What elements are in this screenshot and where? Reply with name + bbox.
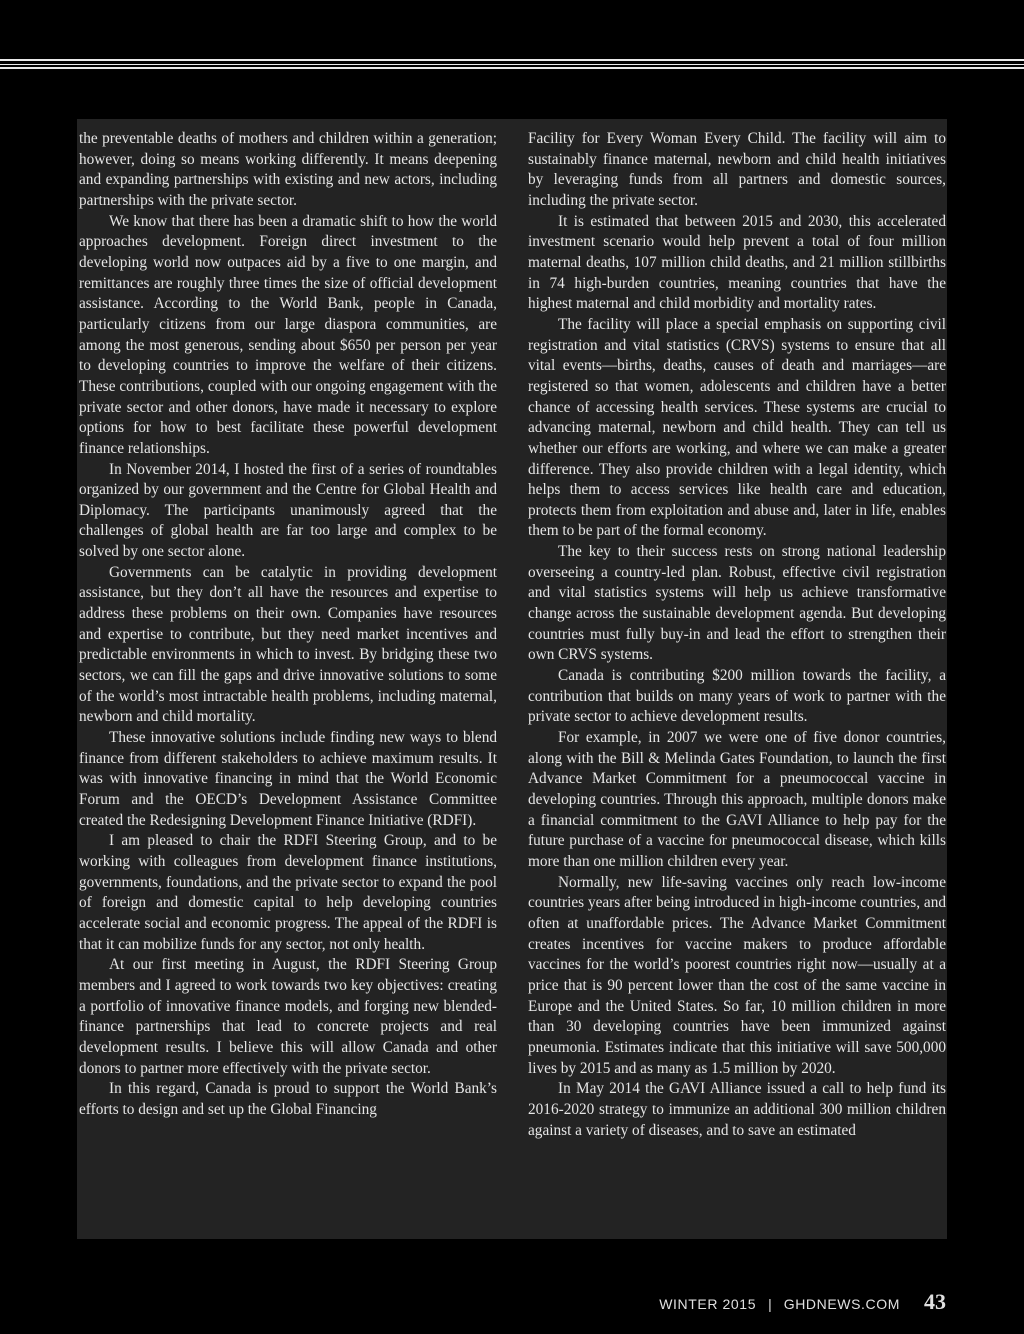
paragraph: The facility will place a special emphasis on supporting civil registration and vital statistics (CRVS) systems to ensure that all vital events—births, deaths, causes of death and marriages—are registered so that women, adolescents and children have a better chance of accessing health services. These systems are crucial to advancing maternal, newborn and child health. They can tell us whether our efforts are working, and where we can make a greater difference. They also provide children with a legal identity, which helps them to access services like health care and education, protects them from exploitation and abuse and, later in life, enables them to be part of the formal economy. — [528, 315, 946, 540]
site-link[interactable]: GHDNEWS.COM — [783, 1296, 900, 1312]
paragraph: It is estimated that between 2015 and 2030, this accelerated investment scenario would help prevent a total of four million maternal deaths, 107 million child deaths, and 21 million stillbirths in 74 high-burden countries, meaning countries that have the highest maternal and child morbidity and mortality rates. — [528, 212, 946, 313]
paragraph: the preventable deaths of mothers and children within a generation; however, doing so means working differently. It means deepening and expanding partnerships with existing and new actors, including partnerships with the private sector. — [79, 130, 497, 209]
footer-separator: | — [768, 1296, 772, 1312]
page-number: 43 — [924, 1289, 946, 1314]
header-rule — [0, 67, 1024, 69]
paragraph: I am pleased to chair the RDFI Steering Group, and to be working with colleagues from development finance institutions, governments, foundations, and the private sector to expand the pool of foreign and domestic capital to help developing countries accelerate social and economic progress. The appeal of the RDFI is that it can mobilize funds for any sector, not only health. — [79, 832, 497, 953]
article-column-left — [79, 129, 497, 1121]
paragraph: In November 2014, I hosted the first of a series of roundtables organized by our government and the Centre for Global Health and Diplomacy. The participants unanimously agreed that the challenges of global health are far too large and complex to be solved by one sector alone. — [79, 460, 497, 561]
issue-label: WINTER 2015 — [659, 1296, 757, 1312]
header-rule — [0, 64, 1024, 65]
page-footer — [659, 1289, 946, 1315]
paragraph: These innovative solutions include finding new ways to blend finance from different stakeholders to achieve maximum results. It was with innovative financing in mind that the World Economic Forum and the OECD’s Development Assistance Committee created the Redesigning Development Finance Initiative (RDFI). — [79, 729, 497, 829]
paragraph: We know that there has been a dramatic shift to how the world approaches development. Foreign direct investment to the developing world now outpaces aid by a five to one margin, and remittances are roughly three times the size of official development assistance. According to the World Bank, people in Canada, particularly citizens from our large diaspora communities, are among the most generous, sending about $650 per person per year to developing countries to improve the welfare of their citizens. These contributions, coupled with our ongoing engagement with the private sector and other donors, have made it necessary to explore options for how to best facilitate these powerful development finance relationships. — [79, 212, 497, 457]
paragraph: In May 2014 the GAVI Alliance issued a call to help fund its 2016-2020 strategy to immunize an additional 300 million children against a variety of diseases, and to save an estimated — [528, 1080, 946, 1139]
paragraph: In this regard, Canada is proud to support the World Bank’s efforts to design and set up the Global Financing — [79, 1080, 497, 1118]
article-column-right — [528, 129, 946, 1141]
paragraph: At our first meeting in August, the RDFI Steering Group members and I agreed to work towards two key objectives: creating a portfolio of innovative finance models, and forging new blended-finance partnerships that lead to concrete projects and real development results. I believe this will allow Canada and other donors to partner more effectively with the private sector. — [79, 956, 497, 1077]
header-rule — [0, 59, 1024, 61]
paragraph: Facility for Every Woman Every Child. The facility will aim to sustainably finance maternal, newborn and child health initiatives by leveraging funds from all partners and domestic sources, including the private sector. — [528, 130, 946, 209]
paragraph: Governments can be catalytic in providing development assistance, but they don’t all have the resources and expertise to address these problems on their own. Companies have resources and expertise to contribute, but they need market incentives and predictable environments in which to invest. By bridging these two sectors, we can fill the gaps and drive innovative solutions to some of the world’s most intractable health problems, including maternal, newborn and child mortality. — [79, 563, 497, 726]
paragraph: Normally, new life-saving vaccines only reach low-income countries years after being introduced in high-income countries, and often at unaffordable prices. The Advance Market Commitment creates incentives for vaccine makers to produce affordable vaccines for the world’s poorest countries right now—usually at a price that is 90 percent lower than the cost of the same vaccine in Europe and the United States. So far, 10 million children in more than 30 developing countries have been immunized against pneumonia. Estimates indicate that this initiative will save 500,000 lives by 2015 and as many as 1.5 million by 2020. — [528, 873, 946, 1077]
paragraph: The key to their success rests on strong national leadership overseeing a country-led plan. Robust, effective civil registration and vital statistics systems will help us achieve transformative change across the sustainable development agenda. But developing countries must fully buy-in and lead the effort to strengthen their own CRVS systems. — [528, 543, 946, 664]
paragraph: For example, in 2007 we were one of five donor countries, along with the Bill & Melinda Gates Foundation, to launch the first Advance Market Commitment for a pneumococcal vaccine in developing countries. Through this approach, multiple donors make a financial commitment to the GAVI Alliance to help pay for the future purchase of a vaccine for pneumococcal disease, which kills more than one million children every year. — [528, 729, 946, 870]
paragraph: Canada is contributing $200 million towards the facility, a contribution that builds on many years of work to partner with the private sector to achieve development results. — [528, 667, 946, 726]
